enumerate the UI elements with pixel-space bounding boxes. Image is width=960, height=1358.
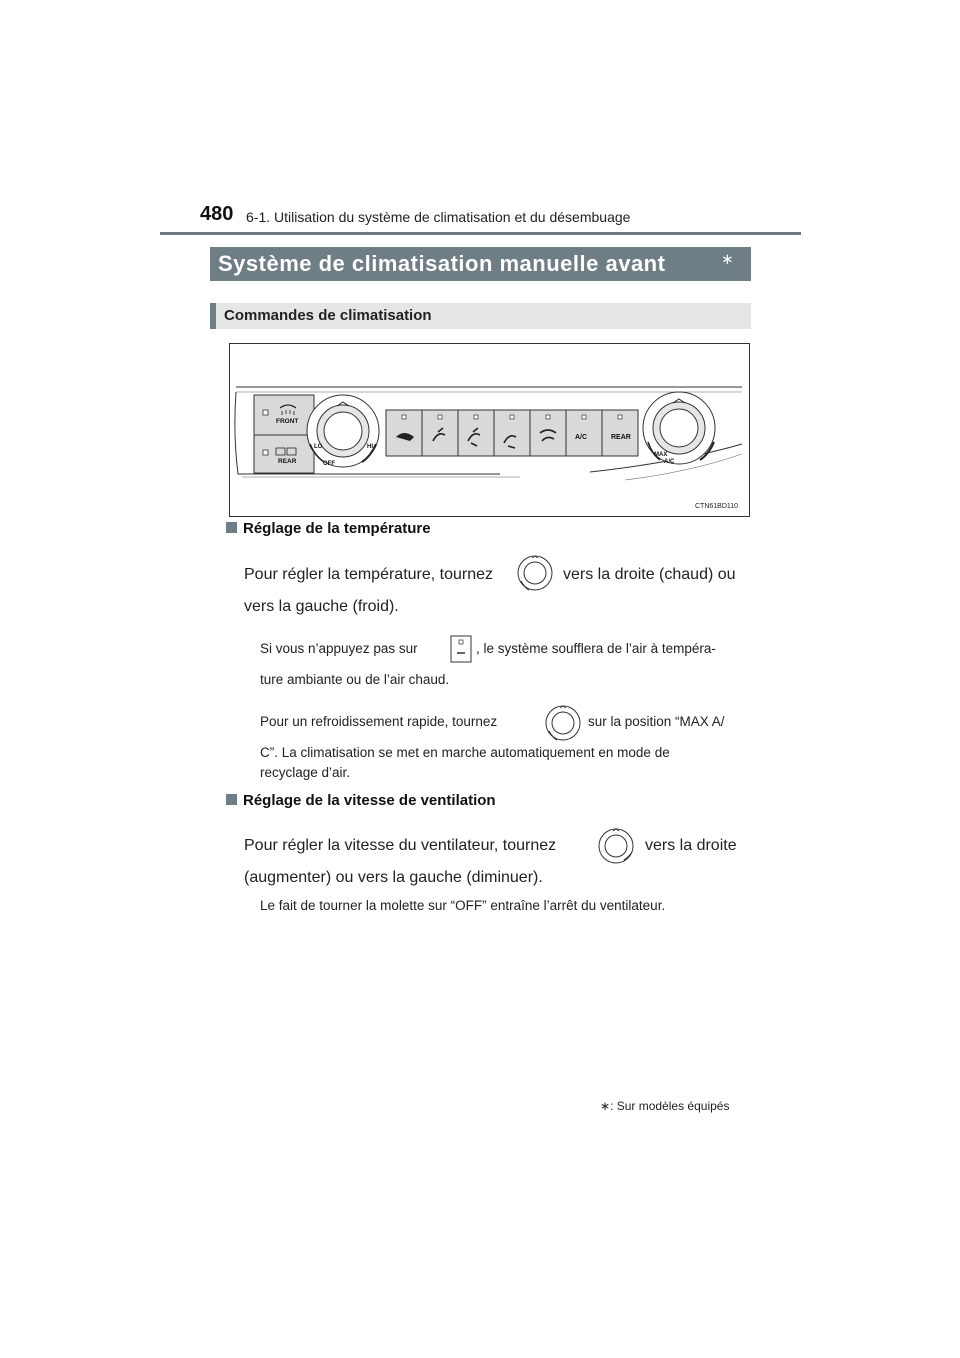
fan-line1-b: vers la droite — [645, 837, 737, 854]
control-panel-illustration — [230, 344, 749, 516]
rear-button-label: REAR — [611, 434, 631, 441]
temp-note2-d: recyclage d’air. — [260, 765, 351, 780]
rear-defrost-label: REAR — [278, 458, 297, 465]
ac-button-label: A/C — [575, 434, 588, 441]
temp-note2-a: Pour un refroidissement rapide, tournez — [260, 714, 498, 729]
fan-hi-label: HI — [367, 444, 373, 450]
fan-line2: (augmenter) ou vers la gauche (diminuer). — [244, 869, 543, 886]
fan-line1-a: Pour régler la vitesse du ventilateur, tournez — [244, 837, 557, 854]
temp-note1-c: ture ambiante ou de l’air chaud. — [260, 672, 450, 687]
control-panel-figure — [229, 343, 750, 517]
square-bullet-icon — [226, 522, 237, 533]
asterisk-icon: ∗ — [600, 1099, 611, 1113]
subsection-title-bar — [210, 303, 751, 329]
temp-note2-c: C”. La climatisation se met en marche automatiquement en mode de — [260, 745, 670, 760]
fan-off-label: OFF — [323, 461, 335, 467]
temperature-knob-icon — [543, 703, 583, 743]
asterisk-icon: ∗ — [721, 251, 734, 268]
figure-code: CTN61BD110 — [695, 503, 739, 510]
temp-note2-b: sur la position “MAX A/ — [588, 714, 725, 729]
max-label: MAX — [654, 452, 668, 458]
fan-heading: Réglage de la vitesse de ventilation — [226, 792, 496, 809]
fan-knob-icon — [596, 826, 636, 866]
temperature-heading: Réglage de la température — [226, 520, 431, 537]
fan-lo-label: LO — [314, 444, 323, 450]
max-ac-label: A/C — [664, 459, 675, 465]
square-bullet-icon — [226, 794, 237, 805]
front-defrost-label: FRONT — [276, 418, 299, 425]
section-title-bar — [210, 247, 751, 281]
temperature-knob-icon — [515, 553, 555, 593]
temp-line1-b: vers la droite (chaud) ou — [563, 566, 736, 583]
section-title: Système de climatisation manuelle avant — [218, 251, 666, 276]
temp-note1-b: , le système soufflera de l’air à tempéra- — [476, 641, 716, 656]
temp-line1-a: Pour régler la température, tournez — [244, 566, 494, 583]
header-rule — [160, 232, 801, 235]
ac-button-icon — [450, 635, 472, 663]
section-path: 6-1. Utilisation du système de climatisation et du désembuage — [246, 209, 631, 225]
temp-note1-a: Si vous n’appuyez pas sur — [260, 641, 418, 656]
temp-line2: vers la gauche (froid). — [244, 598, 399, 615]
page-number: 480 — [200, 203, 234, 225]
subsection-title: Commandes de climatisation — [224, 307, 432, 324]
footnote: ∗: Sur modèles équipés — [600, 1099, 730, 1113]
fan-note: Le fait de tourner la molette sur “OFF” entraîne l’arrêt du ventilateur. — [260, 898, 666, 913]
